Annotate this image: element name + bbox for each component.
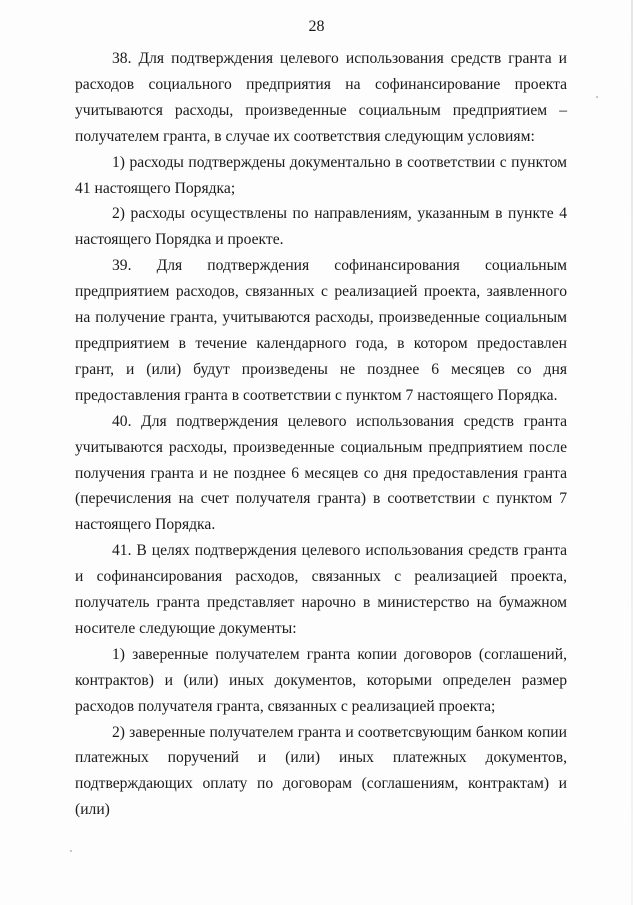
paragraph-39: 39. Для подтверждения софинансирования социальным предприятием расходов, связанных с реализацией проекта, заявленного на получение гранта, учитываются расходы, произведенные социальным предприятием в течение календарного года, в котором предоставлен грант, и (или) будут произведены не позднее 6 месяцев со дня предоставления гранта в соответствии с пунктом 7 настоящего Порядка. bbox=[75, 257, 567, 404]
paragraph-41-item-1: 1) заверенные получателем гранта копии договоров (соглашений, контрактов) и (или) иных документов, которыми определен размер расходов получателя гранта, связанных с реализацией проекта; bbox=[75, 645, 567, 715]
scan-speck bbox=[70, 850, 72, 852]
paragraph-41: 41. В целях подтверждения целевого использования средств гранта и софинансирования расходов, связанных с реализацией проекта, получатель гранта представляет нарочно в министерство на бумажном носителе следующие документы: bbox=[75, 542, 567, 637]
paragraph-40: 40. Для подтверждения целевого использования средств гранта учитываются расходы, произведенные социальным предприятием после получения гранта и не позднее 6 месяцев со дня предоставления гранта (перечисления на счет получателя гранта) в соответствии с пунктом 7 настоящего Порядка. bbox=[75, 412, 567, 534]
page-number: 28 bbox=[308, 18, 325, 35]
paragraph-41-item-2: 2) заверенные получателем гранта и соответсвующим банком копии платежных поручений и (или) иных платежных документов, подтверждающих оплату по договорам (соглашениям, контрактам) и (или) bbox=[75, 723, 567, 819]
scan-speck bbox=[596, 96, 598, 98]
paragraph-38-item-2: 2) расходы осуществлены по направлениям, указанным в пункте 4 настоящего Порядка и проекте. bbox=[75, 205, 567, 249]
paragraph-38: 38. Для подтверждения целевого использования средств гранта и расходов социального предприятия на софинансирование проекта учитываются расходы, произведенные социальным предприятием – получателем гранта, в случае их соответствия следующим условиям: bbox=[75, 50, 567, 145]
document-body bbox=[75, 46, 567, 823]
paragraph-38-item-1: 1) расходы подтверждены документально в соответствии с пунктом 41 настоящего Порядка; bbox=[75, 153, 567, 197]
